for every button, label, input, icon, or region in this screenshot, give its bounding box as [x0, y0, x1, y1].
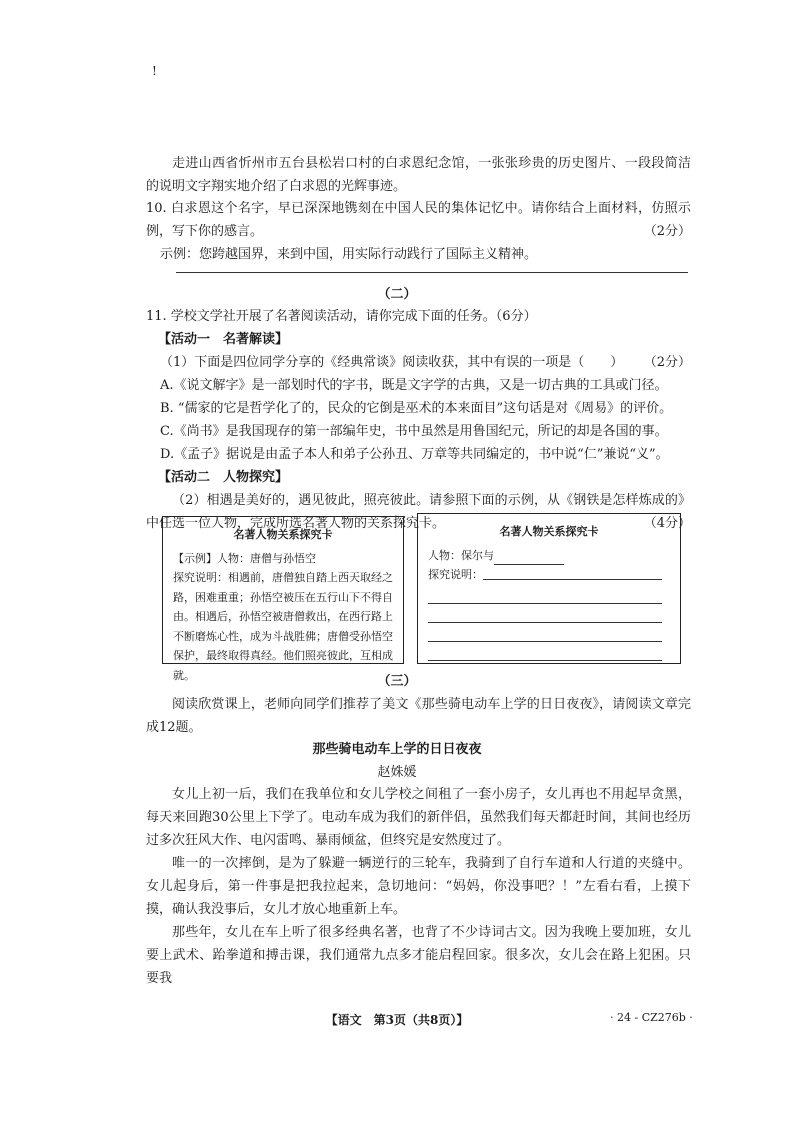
example-card [162, 516, 404, 682]
answer-rule[interactable] [428, 585, 662, 604]
question-10 [146, 197, 691, 243]
margin-mark: ! [152, 64, 157, 78]
question-11-text: 11. 学校文学社开展了名著阅读活动，请你完成下面的任务。（6分） [146, 309, 537, 324]
option-a: A.《说文解字》是一部划时代的字书，既是文字学的古典，又是一切古典的工具或门径。 [160, 378, 668, 393]
article-paragraph: 那些年，女儿在车上听了很多经典名著，也背了不少诗词古文。因为我晚上要加班，女儿要上武术、跆拳道和搏击课，我们通常九点多才能启程回家。很多次，女儿会在路上犯困。只要我 [146, 925, 691, 986]
paper-code: · 24 - CZ276b · [610, 1011, 693, 1024]
blank-card-figures-label: 人物：保尔与 [428, 548, 494, 562]
answer-rule[interactable] [428, 604, 662, 623]
reading-intro: 阅读欣赏课上，老师向同学们推荐了美文《那些骑电动车上学的日日夜夜》，请阅读文章完成12题。 [146, 697, 691, 735]
question-10-example: 示例：您跨越国界，来到中国，用实际行动践行了国际主义精神。 [160, 247, 538, 262]
blank-card [417, 513, 681, 664]
article-paragraph: 唯一的一次摔倒，是为了躲避一辆逆行的三轮车，我骑到了自行车道和人行道的夹缝中。女儿起身后，第一件事是把我拉起来，急切地问：“妈妈，你没事吧？！”左看右看，上摸下摸，确认我没事后，女儿才放心地重新上车。 [146, 856, 691, 917]
section-2-title: （二） [377, 287, 417, 302]
example-card-title: 名著人物关系探究卡 [233, 528, 333, 541]
page-footer: 【语文 第3页（共8页）】 [325, 1013, 469, 1027]
answer-rule[interactable] [428, 642, 662, 661]
article-paragraph: 女儿上初一后，我们在我单位和女儿学校之间租了一套小房子，女儿再也不用起早贪黑，每天来回跑30公里上下学了。电动车成为我们的新伴侣，虽然我们每天都赶时间，其间也经历过多次狂风大作、电闪雷鸣、暴雨倾盆，但终究是安然度过了。 [146, 787, 691, 848]
option-b: B. “儒家的它是哲学化了的，民众的它倒是巫术的本来面目”这句话是对《周易》的评价。 [160, 401, 673, 416]
question-11-1-text: （1）下面是四位同学分享的《经典常谈》阅读收获，其中有误的一项是（ ） [160, 355, 624, 370]
question-11-1 [160, 351, 691, 374]
explanation-blank[interactable] [483, 565, 662, 580]
example-card-explanation: 探究说明：相遇前，唐僧独自踏上西天取经之路，困难重重；孙悟空被压在五行山下不得自由。相遇后，孙悟空被唐僧救出，在西行路上不断磨炼心性，成为斗战胜佛；唐僧受孙悟空保护，最终取得真经。他们照亮彼此，互相成就。 [173, 571, 393, 682]
option-d: D.《孟子》据说是由孟子本人和弟子公孙丑、万章等共同编定的，书中说“仁”兼说“义”。 [160, 447, 669, 462]
question-10-text: 10. 白求恩这个名字，早已深深地镌刻在中国人民的集体记忆中。请你结合上面材料，仿照示例，写下你的感言。 [146, 201, 691, 239]
question-11-1-points: （2分） [643, 355, 691, 370]
article-author: 赵姝媛 [377, 765, 417, 780]
example-card-figures: 【示例】人物：唐僧与孙悟空 [173, 551, 316, 565]
blank-card-title: 名著人物关系探究卡 [499, 525, 599, 538]
figure-blank[interactable] [494, 550, 564, 565]
question-11-2-text: （2）相遇是美好的，遇见彼此，照亮彼此。请参照下面的示例，从《钢铁是怎样炼成的》中任选一位人物，完成所选名著人物的关系探究卡。 [146, 493, 691, 531]
question-10-points: （2分） [643, 224, 691, 239]
answer-rule[interactable] [428, 623, 662, 642]
question-11-2-points: （4分） [643, 516, 691, 531]
answer-line[interactable] [176, 271, 688, 273]
option-c: C.《尚书》是我国现存的第一部编年史，书中虽然是用鲁国纪元，所记的却是各国的事。 [160, 424, 668, 439]
article-title: 那些骑电动车上学的日日夜夜 [312, 742, 482, 757]
section-3-title: （三） [377, 674, 417, 689]
intro-paragraph: 走进山西省忻州市五台县松岩口村的白求恩纪念馆，一张张珍贵的历史图片、一段段简洁的说明文字翔实地介绍了白求恩的光辉事迹。 [146, 156, 691, 194]
activity-2-heading: 【活动二 人物探究】 [158, 470, 289, 485]
activity-1-heading: 【活动一 名著解读】 [158, 332, 289, 347]
blank-card-explanation-label: 探究说明： [428, 568, 483, 581]
